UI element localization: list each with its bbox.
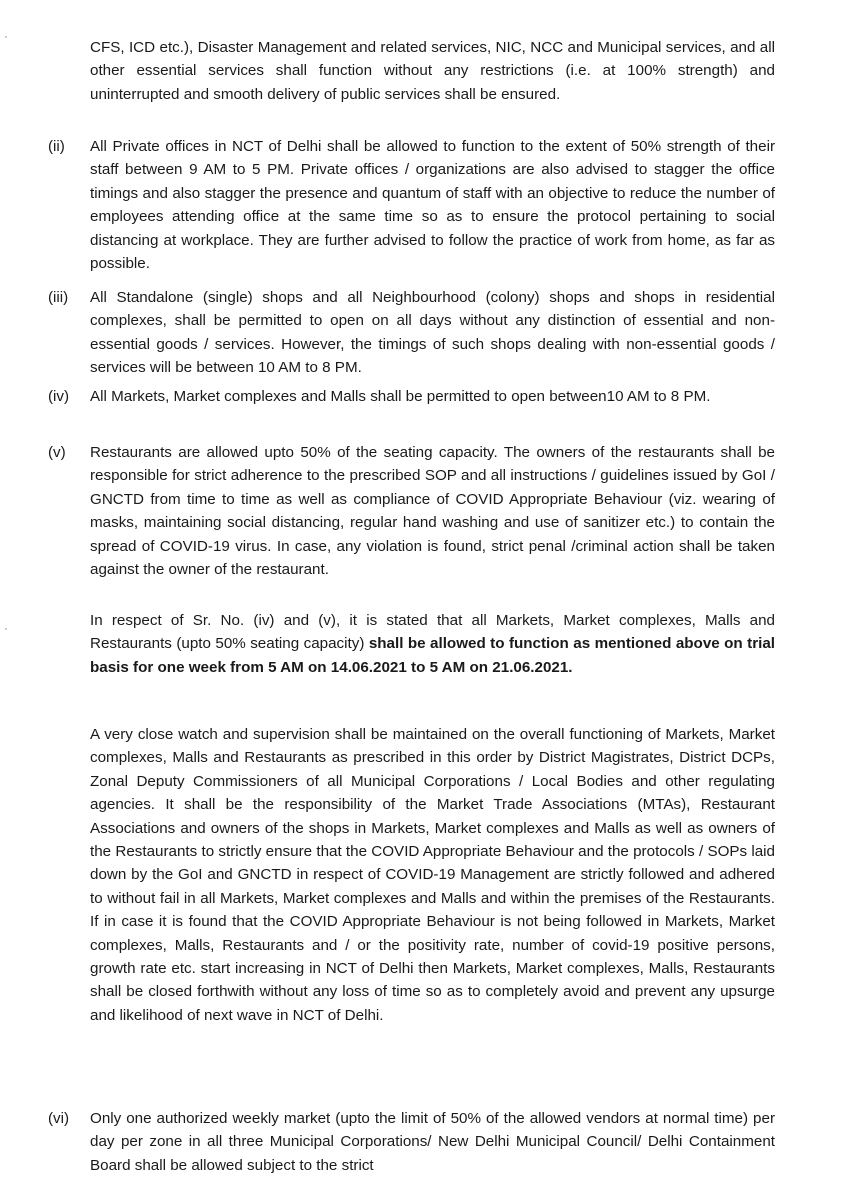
list-item-ii [48,135,775,275]
continuation-paragraph: CFS, ICD etc.), Disaster Management and related services, NIC, NCC and Municipal services, and all other essential services shall function without any restrictions (i.e. at 100% strength) and uninterrupted and smooth delivery of public services shall be ensured. [90,39,775,103]
item-text: Restaurants are allowed upto 50% of the seating capacity. The owners of the restaurants shall be responsible for strict adherence to the prescribed SOP and all instructions / guidelines issued by GoI / GNCTD from time to time as well as compliance of COVID Appropriate Behaviour (viz. wearing of masks, maintaining social distancing, regular hand washing and use of sanitizer etc.) to contain the spread of COVID-19 virus. In case, any violation is found, strict penal /criminal action shall be taken against the owner of the restaurant. [90,444,775,579]
item-number: (iii) [48,289,69,306]
list-item-v [48,441,775,581]
scan-speck [5,628,7,630]
watch-supervision-paragraph: A very close watch and supervision shall be maintained on the overall functioning of Markets, Market complexes, Malls and Restaurants as prescribed in this order by District Magistrates, District DCPs, Zonal Deputy Commissioners of all Municipal Corporations / Local Bodies and other regulating agencies. It shall be the responsibility of the Market Trade Associations (MTAs), Restaurant Associations and owners of the shops in Markets, Market complexes and Malls as well as owners of the Restaurants to strictly ensure that the COVID Appropriate Behaviour and the protocols / SOPs laid down by the GoI and GNCTD in respect of COVID-19 Management are strictly followed and adhered to without fail in all Markets, Market complexes and Malls and within the premises of the Restaurants. If in case it is found that the COVID Appropriate Behaviour is not being followed in Markets, Market complexes, Malls, Restaurants and / or the positivity rate, number of covid-19 positive persons, growth rate etc. start increasing in NCT of Delhi then Markets, Market complexes, Malls, Restaurants shall be closed forthwith without any loss of time so as to completely avoid and prevent any upsurge and likelihood of next wave in NCT of Delhi. [90,726,775,1024]
list-item-vi [48,1107,775,1177]
item-number: (v) [48,444,66,461]
trial-basis-bold-text: shall be allowed to function as mentioned above on trial basis for one week from 5 AM on 14.06.2021 to 5 AM on 21.06.2021. [90,635,775,676]
trial-basis-text: In respect of Sr. No. (iv) and (v), it is stated that all Markets, Market complexes, Malls and Restaurants (upto 50% seating capacity) [90,612,775,653]
item-number: (ii) [48,138,65,155]
item-number: (iv) [48,388,70,405]
item-text: All Markets, Market complexes and Malls shall be permitted to open between10 AM to 8 PM. [90,388,711,405]
item-text: Only one authorized weekly market (upto the limit of 50% of the allowed vendors at normal time) per day per zone in all three Municipal Corporations/ New Delhi Municipal Council/ Delhi Containment Board shall be allowed subject to the strict [90,1110,775,1174]
list-item-iii [48,286,775,380]
scan-speck [5,36,7,38]
trial-basis-paragraph [90,609,775,679]
item-number: (vi) [48,1110,70,1127]
list-item-iv [48,385,775,408]
item-text: All Standalone (single) shops and all Neighbourhood (colony) shops and shops in residential complexes, shall be permitted to open on all days without any distinction of essential and non-essential goods / services. However, the timings of such shops dealing with non-essential goods / services will be between 10 AM to 8 PM. [90,289,775,377]
item-text: All Private offices in NCT of Delhi shall be allowed to function to the extent of 50% strength of their staff between 9 AM to 5 PM. Private offices / organizations are also advised to stagger the office timings and also stagger the presence and quantum of staff with an objective to reduce the number of employees attending office at the same time so as to ensure the protocol pertaining to social distancing at workplace. They are further advised to follow the practice of work from home, as far as possible. [90,138,775,273]
